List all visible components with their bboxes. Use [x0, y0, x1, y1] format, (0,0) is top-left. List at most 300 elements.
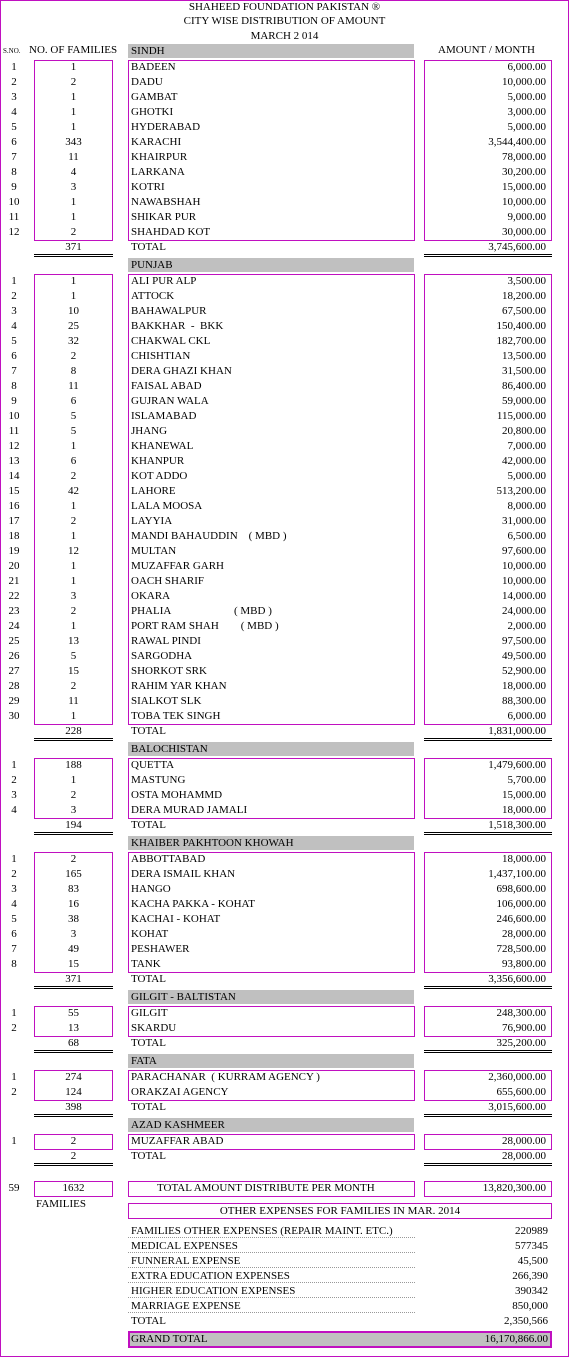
family-count: 83 — [68, 883, 79, 895]
serial-number: 2 — [11, 290, 17, 302]
serial-number: 4 — [11, 898, 17, 910]
serial-number: 13 — [8, 455, 20, 467]
city-name: DADU — [131, 76, 163, 88]
city-name: SIALKOT SLK — [131, 695, 202, 707]
monthly-amount: 5,000.00 — [507, 91, 546, 103]
serial-number: 27 — [8, 665, 20, 677]
monthly-amount: 6,000.00 — [507, 710, 546, 722]
serial-number: 2 — [11, 76, 17, 88]
city-name: TANK — [131, 958, 161, 970]
monthly-amount: 78,000.00 — [502, 151, 546, 163]
city-name: KARACHI — [131, 136, 182, 148]
family-count: 1 — [70, 275, 77, 287]
region-total-families: 371 — [65, 241, 82, 253]
family-count: 8 — [70, 365, 77, 377]
double-underline — [34, 832, 113, 835]
family-count: 16 — [68, 898, 79, 910]
city-name: LAYYIA — [131, 515, 173, 527]
region-total-families: 194 — [65, 819, 82, 831]
region-total-amount: 325,200.00 — [496, 1037, 546, 1049]
serial-number: 3 — [11, 305, 17, 317]
family-count: 2 — [70, 605, 77, 617]
family-count: 2 — [70, 680, 77, 692]
monthly-amount: 20,800.00 — [502, 425, 546, 437]
family-count: 5 — [70, 425, 77, 437]
monthly-amount: 13,500.00 — [502, 350, 546, 362]
double-underline — [424, 1163, 552, 1166]
double-underline — [34, 1114, 113, 1117]
city-name: KHANEWAL — [131, 440, 194, 452]
monthly-amount: 67,500.00 — [502, 305, 546, 317]
city-name: SHAHDAD KOT — [131, 226, 211, 238]
col-header-sno: S.NO. — [3, 47, 21, 55]
family-count: 1 — [70, 61, 77, 73]
city-name: DERA ISMAIL KHAN — [131, 868, 236, 880]
family-count: 42 — [68, 485, 79, 497]
city-name: PORT RAM SHAH ( MBD ) — [131, 620, 279, 632]
monthly-amount: 182,700.00 — [496, 335, 546, 347]
city-name: KACHA PAKKA - KOHAT — [131, 898, 255, 910]
family-count: 1 — [70, 710, 77, 722]
city-name: LAHORE — [131, 485, 176, 497]
serial-number: 28 — [8, 680, 20, 692]
family-count: 25 — [68, 320, 79, 332]
region-total-families: 228 — [65, 725, 82, 737]
monthly-amount: 246,600.00 — [496, 913, 546, 925]
serial-number: 8 — [11, 380, 17, 392]
expense-value: 577345 — [515, 1240, 548, 1252]
city-name: JHANG — [131, 425, 168, 437]
serial-number: 3 — [11, 883, 17, 895]
city-name: SHORKOT SRK — [131, 665, 207, 677]
family-count: 55 — [68, 1007, 79, 1019]
grand-total-label: GRAND TOTAL — [131, 1333, 208, 1345]
region-total-amount: 3,745,600.00 — [488, 241, 546, 253]
serial-number: 6 — [11, 928, 17, 940]
double-underline — [34, 254, 113, 257]
city-name: OSTA MOHAMMD — [131, 789, 223, 801]
family-count: 11 — [68, 151, 79, 163]
family-count: 1 — [70, 620, 77, 632]
family-count: 3 — [70, 181, 77, 193]
region-total-amount: 1,831,000.00 — [488, 725, 546, 737]
family-count: 1 — [70, 530, 77, 542]
monthly-amount: 8,000.00 — [507, 500, 546, 512]
expense-label: MEDICAL EXPENSES — [131, 1240, 238, 1252]
family-count: 3 — [70, 804, 77, 816]
family-count: 2 — [70, 350, 77, 362]
expense-value: 220989 — [515, 1225, 548, 1237]
serial-number: 29 — [8, 695, 20, 707]
monthly-amount: 30,200.00 — [502, 166, 546, 178]
city-name: OACH SHARIF — [131, 575, 205, 587]
serial-number: 19 — [8, 545, 20, 557]
serial-number: 1 — [11, 275, 17, 287]
region-total-label: TOTAL — [131, 973, 166, 985]
double-underline — [34, 986, 113, 989]
serial-number: 4 — [11, 106, 17, 118]
serial-number: 10 — [8, 410, 20, 422]
monthly-amount: 93,800.00 — [502, 958, 546, 970]
city-name: LALA MOOSA — [131, 500, 203, 512]
monthly-amount: 9,000.00 — [507, 211, 546, 223]
region-header: BALOCHISTAN — [128, 742, 414, 756]
serial-number: 11 — [8, 425, 20, 437]
family-count: 1 — [70, 575, 77, 587]
region-total-label: TOTAL — [131, 241, 166, 253]
monthly-amount: 5,000.00 — [507, 121, 546, 133]
monthly-amount: 115,000.00 — [496, 410, 546, 422]
serial-number: 6 — [11, 136, 17, 148]
monthly-amount: 5,700.00 — [507, 774, 546, 786]
city-name: GHOTKI — [131, 106, 174, 118]
monthly-amount: 86,400.00 — [502, 380, 546, 392]
serial-number: 26 — [8, 650, 20, 662]
double-underline — [424, 254, 552, 257]
monthly-amount: 1,479,600.00 — [488, 759, 546, 771]
serial-number: 4 — [11, 320, 17, 332]
monthly-amount: 18,200.00 — [502, 290, 546, 302]
family-count: 38 — [68, 913, 79, 925]
grand-total-value: 16,170,866.00 — [484, 1333, 548, 1345]
summary-label: TOTAL AMOUNT DISTRIBUTE PER MONTH — [157, 1182, 375, 1194]
city-name: SHIKAR PUR — [131, 211, 197, 223]
family-count: 49 — [68, 943, 79, 955]
serial-number: 15 — [8, 485, 20, 497]
serial-number: 9 — [11, 395, 17, 407]
serial-number: 1 — [11, 1007, 17, 1019]
family-count: 15 — [68, 958, 79, 970]
city-name: PHALIA ( MBD ) — [131, 605, 272, 617]
city-name: RAWAL PINDI — [131, 635, 201, 647]
serial-number: 11 — [8, 211, 20, 223]
serial-number: 1 — [11, 61, 17, 73]
monthly-amount: 7,000.00 — [507, 440, 546, 452]
city-name: MUZAFFAR GARH — [131, 560, 225, 572]
dotted-leader — [128, 1297, 415, 1298]
expense-label: FAMILIES OTHER EXPENSES (REPAIR MAINT. ETC.) — [131, 1225, 393, 1237]
monthly-amount: 52,900.00 — [502, 665, 546, 677]
monthly-amount: 30,000.00 — [502, 226, 546, 238]
monthly-amount: 3,000.00 — [507, 106, 546, 118]
city-name: MULTAN — [131, 545, 177, 557]
family-count: 274 — [65, 1071, 82, 1083]
monthly-amount: 42,000.00 — [502, 455, 546, 467]
family-count: 6 — [70, 395, 77, 407]
dotted-leader — [128, 1267, 415, 1268]
monthly-amount: 59,000.00 — [502, 395, 546, 407]
double-underline — [34, 1163, 113, 1166]
city-name: KACHAI - KOHAT — [131, 913, 221, 925]
family-count: 1 — [70, 560, 77, 572]
city-name: NAWABSHAH — [131, 196, 201, 208]
region-header: PUNJAB — [128, 258, 414, 272]
expense-label: EXTRA EDUCATION EXPENSES — [131, 1270, 290, 1282]
serial-number: 22 — [8, 590, 20, 602]
city-name: SKARDU — [131, 1022, 177, 1034]
serial-number: 2 — [11, 1086, 17, 1098]
family-count: 5 — [70, 650, 77, 662]
region-total-label: TOTAL — [131, 1037, 166, 1049]
monthly-amount: 28,000.00 — [502, 928, 546, 940]
monthly-amount: 15,000.00 — [502, 789, 546, 801]
family-count: 11 — [68, 380, 79, 392]
monthly-amount: 97,600.00 — [502, 545, 546, 557]
serial-number: 8 — [11, 958, 17, 970]
monthly-amount: 10,000.00 — [502, 196, 546, 208]
monthly-amount: 6,000.00 — [507, 61, 546, 73]
other-expenses-total-label: TOTAL — [131, 1315, 166, 1327]
serial-number: 2 — [11, 868, 17, 880]
double-underline — [424, 1050, 552, 1053]
family-count: 2 — [70, 853, 77, 865]
expense-label: HIGHER EDUCATION EXPENSES — [131, 1285, 296, 1297]
city-name: SARGODHA — [131, 650, 193, 662]
family-count: 3 — [70, 590, 77, 602]
family-count: 5 — [70, 410, 77, 422]
city-name: DERA GHAZI KHAN — [131, 365, 232, 377]
monthly-amount: 106,000.00 — [496, 898, 546, 910]
family-count: 343 — [65, 136, 82, 148]
monthly-amount: 10,000.00 — [502, 575, 546, 587]
serial-number: 3 — [11, 91, 17, 103]
family-count: 2 — [70, 515, 77, 527]
col-header-families: NO. OF FAMILIES — [29, 44, 118, 56]
families-caption: FAMILIES — [36, 1198, 86, 1210]
city-name: GAMBAT — [131, 91, 178, 103]
family-count: 1 — [70, 121, 77, 133]
double-underline — [34, 738, 113, 741]
family-count: 2 — [70, 226, 77, 238]
monthly-amount: 3,500.00 — [507, 275, 546, 287]
report-subtitle: CITY WISE DISTRIBUTION OF AMOUNT — [183, 15, 386, 27]
monthly-amount: 1,437,100.00 — [488, 868, 546, 880]
monthly-amount: 655,600.00 — [496, 1086, 546, 1098]
expense-value: 266,390 — [512, 1270, 548, 1282]
city-name: HANGO — [131, 883, 171, 895]
family-count: 11 — [68, 695, 79, 707]
monthly-amount: 76,900.00 — [502, 1022, 546, 1034]
serial-number: 4 — [11, 804, 17, 816]
serial-number: 5 — [11, 335, 17, 347]
monthly-amount: 10,000.00 — [502, 560, 546, 572]
city-name: GILGIT — [131, 1007, 168, 1019]
region-total-label: TOTAL — [131, 1150, 166, 1162]
other-expenses-total-value: 2,350,566 — [504, 1315, 548, 1327]
family-count: 1 — [70, 774, 77, 786]
serial-number: 10 — [8, 196, 20, 208]
serial-number: 3 — [11, 789, 17, 801]
city-name: KHAIRPUR — [131, 151, 188, 163]
region-header: GILGIT - BALTISTAN — [128, 990, 414, 1004]
serial-number: 23 — [8, 605, 20, 617]
city-name: MASTUNG — [131, 774, 186, 786]
monthly-amount: 248,300.00 — [496, 1007, 546, 1019]
monthly-amount: 6,500.00 — [507, 530, 546, 542]
serial-number: 17 — [8, 515, 20, 527]
city-name: HYDERABAD — [131, 121, 201, 133]
monthly-amount: 49,500.00 — [502, 650, 546, 662]
city-name: KOT ADDO — [131, 470, 188, 482]
serial-number: 21 — [8, 575, 20, 587]
family-count: 3 — [70, 928, 77, 940]
serial-number: 5 — [11, 913, 17, 925]
serial-number: 7 — [11, 151, 17, 163]
monthly-amount: 97,500.00 — [502, 635, 546, 647]
family-count: 13 — [68, 1022, 79, 1034]
city-name: CHISHTIAN — [131, 350, 191, 362]
serial-number: 14 — [8, 470, 20, 482]
family-count: 1 — [70, 106, 77, 118]
serial-number: 1 — [11, 1135, 17, 1147]
region-total-amount: 1,518,300.00 — [488, 819, 546, 831]
serial-number: 18 — [8, 530, 20, 542]
city-name: BADEEN — [131, 61, 176, 73]
family-count: 4 — [70, 166, 77, 178]
serial-number: 9 — [11, 181, 17, 193]
monthly-amount: 31,000.00 — [502, 515, 546, 527]
monthly-amount: 14,000.00 — [502, 590, 546, 602]
region-total-label: TOTAL — [131, 1101, 166, 1113]
family-count: 1 — [70, 440, 77, 452]
city-name: FAISAL ABAD — [131, 380, 202, 392]
city-name: KHANPUR — [131, 455, 185, 467]
serial-number: 30 — [8, 710, 20, 722]
city-name: BAHAWALPUR — [131, 305, 207, 317]
city-name: KOTRI — [131, 181, 165, 193]
city-name: MUZAFFAR ABAD — [131, 1135, 224, 1147]
family-count: 6 — [70, 455, 77, 467]
summary-sno: 59 — [8, 1182, 20, 1194]
monthly-amount: 513,200.00 — [496, 485, 546, 497]
city-name: ISLAMABAD — [131, 410, 197, 422]
city-name: TOBA TEK SINGH — [131, 710, 221, 722]
city-name: PARACHANAR ( KURRAM AGENCY ) — [131, 1071, 320, 1083]
city-name: LARKANA — [131, 166, 185, 178]
serial-number: 24 — [8, 620, 20, 632]
family-count: 2 — [70, 789, 77, 801]
family-count: 1 — [70, 290, 77, 302]
city-name: MANDI BAHAUDDIN ( MBD ) — [131, 530, 287, 542]
city-name: ORAKZAI AGENCY — [131, 1086, 229, 1098]
monthly-amount: 88,300.00 — [502, 695, 546, 707]
monthly-amount: 28,000.00 — [502, 1135, 546, 1147]
serial-number: 20 — [8, 560, 20, 572]
city-name: BAKKHAR - BKK — [131, 320, 224, 332]
city-name: GUJRAN WALA — [131, 395, 209, 407]
serial-number: 25 — [8, 635, 20, 647]
double-underline — [424, 1114, 552, 1117]
serial-number: 2 — [11, 774, 17, 786]
dotted-leader — [128, 1252, 415, 1253]
family-count: 12 — [68, 545, 79, 557]
monthly-amount: 5,000.00 — [507, 470, 546, 482]
double-underline — [424, 986, 552, 989]
monthly-amount: 24,000.00 — [502, 605, 546, 617]
dotted-leader — [128, 1282, 415, 1283]
region-total-amount: 28,000.00 — [502, 1150, 546, 1162]
serial-number: 1 — [11, 1071, 17, 1083]
serial-number: 7 — [11, 943, 17, 955]
serial-number: 7 — [11, 365, 17, 377]
monthly-amount: 15,000.00 — [502, 181, 546, 193]
city-name: DERA MURAD JAMALI — [131, 804, 248, 816]
expense-label: MARRIAGE EXPENSE — [131, 1300, 241, 1312]
dotted-leader — [128, 1312, 415, 1313]
family-count: 13 — [68, 635, 79, 647]
expense-label: FUNNERAL EXPENSE — [131, 1255, 241, 1267]
summary-families: 1632 — [62, 1182, 85, 1194]
monthly-amount: 2,000.00 — [507, 620, 546, 632]
serial-number: 1 — [11, 759, 17, 771]
family-count: 188 — [65, 759, 82, 771]
serial-number: 8 — [11, 166, 17, 178]
expense-value: 45,500 — [517, 1255, 548, 1267]
serial-number: 12 — [8, 440, 20, 452]
family-count: 165 — [65, 868, 82, 880]
serial-number: 6 — [11, 350, 17, 362]
city-name: QUETTA — [131, 759, 175, 771]
family-count: 1 — [70, 211, 77, 223]
serial-number: 2 — [11, 1022, 17, 1034]
monthly-amount: 10,000.00 — [502, 76, 546, 88]
serial-number: 1 — [11, 853, 17, 865]
family-count: 2 — [70, 1135, 77, 1147]
region-total-families: 371 — [65, 973, 82, 985]
region-total-label: TOTAL — [131, 819, 166, 831]
expense-value: 850,000 — [512, 1300, 548, 1312]
summary-amount: 13,820,300.00 — [482, 1182, 546, 1194]
region-header: KHAIBER PAKHTOON KHOWAH — [128, 836, 414, 850]
region-total-label: TOTAL — [131, 725, 166, 737]
monthly-amount: 18,000.00 — [502, 804, 546, 816]
family-count: 1 — [70, 196, 77, 208]
family-count: 15 — [68, 665, 79, 677]
region-header: FATA — [128, 1054, 414, 1068]
expense-value: 390342 — [515, 1285, 548, 1297]
region-header: AZAD KASHMEER — [128, 1118, 414, 1132]
serial-number: 12 — [8, 226, 20, 238]
city-name: ABBOTTABAD — [131, 853, 206, 865]
double-underline — [34, 1050, 113, 1053]
monthly-amount: 728,500.00 — [496, 943, 546, 955]
dotted-leader — [128, 1237, 415, 1238]
family-count: 32 — [68, 335, 79, 347]
region-total-amount: 3,015,600.00 — [488, 1101, 546, 1113]
family-count: 2 — [70, 76, 77, 88]
city-name: ALI PUR ALP — [131, 275, 197, 287]
monthly-amount: 3,544,400.00 — [488, 136, 546, 148]
family-count: 2 — [70, 470, 77, 482]
report-date: MARCH 2 014 — [250, 30, 319, 42]
city-name: RAHIM YAR KHAN — [131, 680, 227, 692]
family-count: 124 — [65, 1086, 82, 1098]
region-total-families: 398 — [65, 1101, 82, 1113]
region-total-families: 68 — [68, 1037, 79, 1049]
double-underline — [424, 738, 552, 741]
city-name: CHAKWAL CKL — [131, 335, 211, 347]
family-count: 1 — [70, 500, 77, 512]
monthly-amount: 2,360,000.00 — [488, 1071, 546, 1083]
monthly-amount: 150,400.00 — [496, 320, 546, 332]
city-name: OKARA — [131, 590, 171, 602]
monthly-amount: 31,500.00 — [502, 365, 546, 377]
monthly-amount: 698,600.00 — [496, 883, 546, 895]
monthly-amount: 18,000.00 — [502, 680, 546, 692]
serial-number: 16 — [8, 500, 20, 512]
region-total-families: 2 — [70, 1150, 77, 1162]
city-name: ATTOCK — [131, 290, 175, 302]
